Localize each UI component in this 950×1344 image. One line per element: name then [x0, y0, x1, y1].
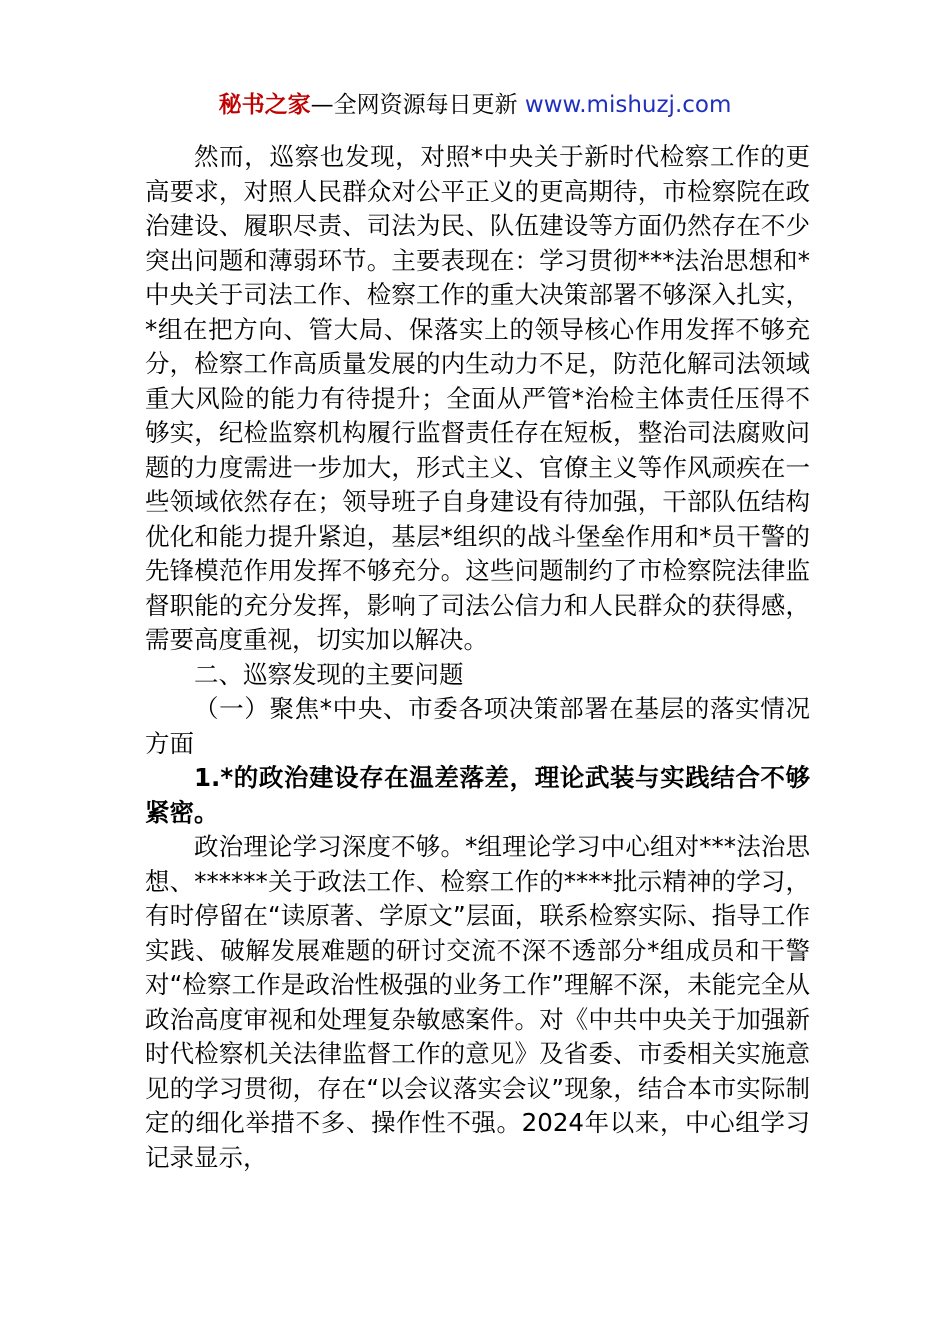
- website-link[interactable]: www.mishuzj.com: [524, 92, 732, 118]
- paragraph-intro: 然而，巡察也发现，对照*中央关于新时代检察工作的更高要求，对照人民群众对公平正义的更高期待，市检察院在政治建设、履职尽责、司法为民、队伍建设等方面仍然存在不少突出问题和薄弱环节。主要表现在：学习贯彻***法治思想和*中央关于司法工作、检察工作的重大决策部署不够深入扎实，*组在把方向、管大局、保落实上的领导核心作用发挥不够充分，检察工作高质量发展的内生动力不足，防范化解司法领域重大风险的能力有待提升；全面从严管*治检主体责任压得不够实，纪检监察机构履行监督责任存在短板，整治司法腐败问题的力度需进一步加大，形式主义、官僚主义等作风顽疾在一些领域依然存在；领导班子自身建设有待加强，干部队伍结构优化和能力提升紧迫，基层*组织的战斗堡垒作用和*员干警的先锋模范作用发挥不够充分。这些问题制约了市检察院法律监督职能的充分发挥，影响了司法公信力和人民群众的获得感，需要高度重视，切实加以解决。: [145, 142, 810, 654]
- header-tagline: —全网资源每日更新: [310, 92, 525, 118]
- document-body: [145, 140, 810, 1175]
- subsection-heading-1: （一）聚焦*中央、市委各项决策部署在基层的落实情况方面: [145, 694, 810, 758]
- brand-name: 秘书之家: [218, 92, 311, 118]
- watermark-header: [0, 88, 950, 122]
- paragraph-theory-study: 政治理论学习深度不够。*组理论学习中心组对***法治思想、******关于政法工作、检察工作的****批示精神的学习，有时停留在“读原著、学原文”层面，联系检察实际、指导工作实践、破解发展难题的研讨交流不深不透部分*组成员和干警对“检察工作是政治性极强的业务工作”理解不深，未能完全从政治高度审视和处理复杂敏感案件。对《中共中央关于加强新时代检察机关法律监督工作的意见》及省委、市委相关实施意见的学习贯彻，存在“以会议落实会议”现象，结合本市实际制定的细化举措不多、操作性不强。2024年以来，中心组学习记录显示，: [145, 832, 810, 1172]
- section-heading-2: 二、巡察发现的主要问题: [194, 659, 464, 689]
- item-heading-1: 1.*的政治建设存在温差落差，理论武装与实践结合不够紧密。: [145, 763, 810, 827]
